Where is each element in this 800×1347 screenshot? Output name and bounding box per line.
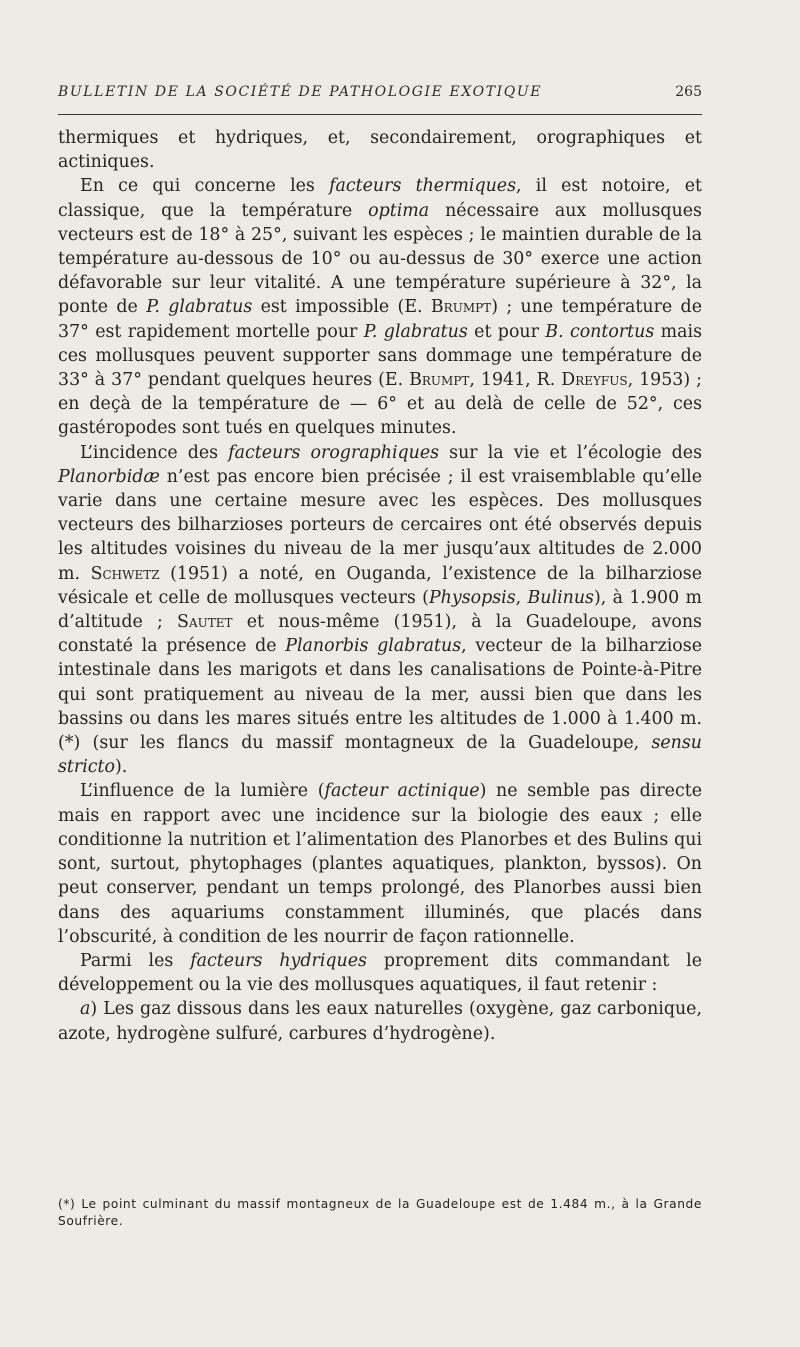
list-item-a: a) Les gaz dissous dans les eaux naturelles (oxygène, gaz carbonique, azote, hydrogène sulfuré, carbures d’hydrogène). bbox=[58, 999, 702, 1044]
footnote: (*) Le point culminant du massif montagneux de la Guadeloupe est de 1.484 m., à la Grande Soufrière. bbox=[58, 1197, 702, 1228]
page-number: 265 bbox=[675, 84, 702, 100]
running-title: BULLETIN DE LA SOCIÉTÉ DE PATHOLOGIE EXOTIQUE bbox=[58, 84, 543, 100]
paragraph-orographic-factors: L’incidence des facteurs orographiques sur la vie et l’écologie des Planorbidæ n’est pas encore bien précisée ; il est vraisemblable qu’elle varie dans une certaine mesure avec les espèces. Des mollusques vecteurs des bilharzioses porteurs de cercaires ont été observés depuis les altitudes voisines du niveau de la mer jusqu’aux altitudes de 2.000 m. Schwetz (1951) a noté, en Ouganda, l’existence de la bilharziose vésicale et celle de mollusques vecteurs (Physopsis, Bulinus), à 1.900 m d’altitude ; Sautet et nous-même (1951), à la Guadeloupe, avons constaté la présence de Planorbis glabratus, vecteur de la bilharziose intestinale dans les marigots et dans les canalisations de Pointe-à-Pitre qui sont pratiquement au niveau de la mer, aussi bien que dans les bassins ou dans les mares situés entre les altitudes de 1.000 à 1.400 m. (*) (sur les flancs du massif montagneux de la Guadeloupe, sensu stricto). bbox=[58, 442, 702, 778]
body-text bbox=[58, 126, 702, 1046]
paragraph-actinic-factors: L’influence de la lumière (facteur actinique) ne semble pas directe mais en rapport avec une incidence sur la biologie des eaux ; elle conditionne la nutrition et l’alimentation des Planorbes et des Bulins qui sont, surtout, phytophages (plantes aquatiques, plankton, byssos). On peut conserver, pendant un temps prolongé, des Planorbes aussi bien dans des aquariums constamment illuminés, que placés dans l’obscurité, à condition de les nourrir de façon rationnelle. bbox=[58, 781, 702, 947]
paragraph-thermal-factors: En ce qui concerne les facteurs thermiques, il est notoire, et classique, que la température optima nécessaire aux mollusques vecteurs est de 18° à 25°, suivant les espèces ; le maintien durable de la température au-dessous de 10° ou au-dessus de 30° exerce une action défavorable sur leur vitalité. A une température supérieure à 32°, la ponte de P. glabratus est impossible (E. Brumpt) ; une température de 37° est rapidement mortelle pour P. glabratus et pour B. contortus mais ces mollusques peuvent supporter sans dommage une température de 33° à 37° pendant quelques heures (E. Brumpt, 1941, R. Dreyfus, 1953) ; en deçà de la température de — 6° et au delà de celle de 52°, ces gastéropodes sont tués en quelques minutes. bbox=[58, 176, 702, 439]
paragraph-continuation: thermiques et hydriques, et, secondairement, orographiques et actiniques. bbox=[58, 128, 702, 173]
paragraph-hydric-factors: Parmi les facteurs hydriques proprement dits commandant le développement ou la vie des mollusques aquatiques, il faut retenir : bbox=[58, 950, 702, 996]
header-rule bbox=[58, 114, 702, 115]
running-header bbox=[58, 84, 702, 100]
